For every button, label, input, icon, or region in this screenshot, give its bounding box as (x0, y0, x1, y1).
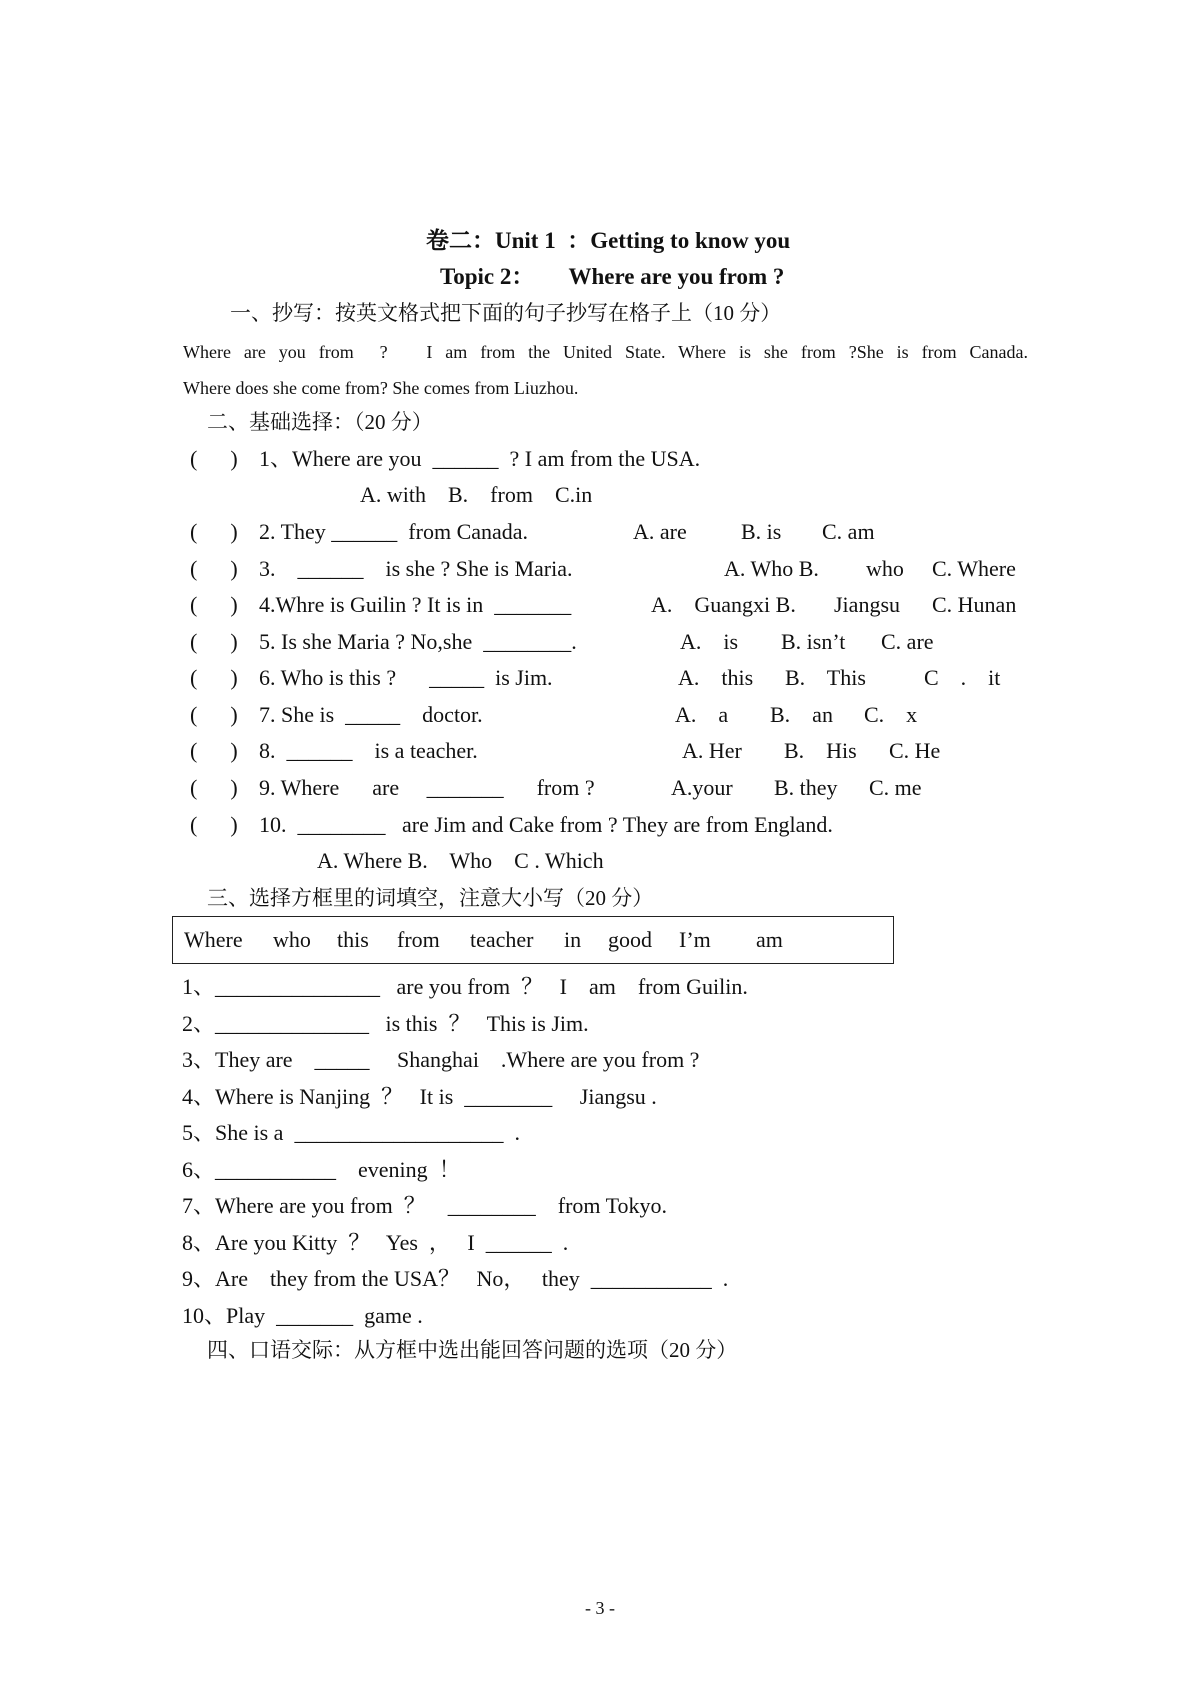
word-bank-word: in (564, 927, 582, 952)
word-bank-box (172, 916, 894, 964)
section1-heading: 一、抄写：按英文格式把下面的句子抄写在格子上（10 分） (230, 301, 782, 325)
fill-blank-item-7[interactable]: 7、Where are you from ？ ________ from Tokyo. (182, 1193, 668, 1218)
worksheet-title: 卷二：Unit 1 ：Getting to know you (426, 228, 791, 253)
option-a: A. Who B. (724, 556, 819, 581)
option-c: C. x (864, 702, 918, 727)
answer-paren[interactable]: ( ) (190, 629, 238, 654)
answer-paren[interactable]: ( ) (190, 812, 238, 837)
question-stem: 7. She is _____ doctor. (259, 702, 483, 727)
option-c: C. am (822, 519, 875, 544)
word-bank-word: good (608, 927, 652, 952)
section3-heading: 三、选择方框里的词填空，注意大小写（20 分） (207, 886, 654, 910)
option-a: A.your (671, 775, 733, 800)
word-bank-word: this (337, 927, 369, 952)
question-stem: 5. Is she Maria ? No,she ________. (259, 629, 577, 654)
option-c: C. me (869, 775, 922, 800)
question-stem: 1、Where are you ______ ? I am from the USA. (259, 446, 701, 471)
fill-blank-item-8[interactable]: 8、Are you Kitty ？ Yes ， I ______ . (182, 1230, 569, 1255)
answer-paren[interactable]: ( ) (190, 738, 238, 763)
option-b: B. isn’t (781, 629, 846, 654)
word-bank-word: Where (184, 927, 243, 952)
question-options: A. with B. from C.in (360, 482, 593, 507)
topic-title: Topic 2： Where are you from ? (440, 264, 785, 289)
question-options: A. Where B. Who C . Which (317, 848, 604, 873)
option-b: B. This (785, 665, 866, 690)
fill-blank-item-10[interactable]: 10、Play _______ game . (182, 1303, 423, 1328)
question-stem: 4.Whre is Guilin ? It is in _______ (259, 592, 572, 617)
fill-blank-item-4[interactable]: 4、Where is Nanjing ？ It is ________ Jiangsu . (182, 1084, 657, 1109)
question-stem: 10. ________ are Jim and Cake from ? They are from England. (259, 812, 833, 837)
option-a: A. Her (682, 738, 742, 763)
fill-blank-item-9[interactable]: 9、Are they from the USA？ No， they ___________ . (182, 1266, 729, 1291)
answer-paren[interactable]: ( ) (190, 446, 238, 471)
option-c: C. are (881, 629, 934, 654)
option-b: B. they (774, 775, 838, 800)
option-b: B. His (784, 738, 857, 763)
option-b: B. an (770, 702, 833, 727)
question-stem: 8. ______ is a teacher. (259, 738, 478, 763)
fill-blank-item-6[interactable]: 6、___________ evening ！ (182, 1157, 461, 1182)
page-number: - 3 - (585, 1598, 615, 1618)
option-a: A. is (680, 629, 739, 654)
fill-blank-item-1[interactable]: 1、_______________ are you from ？ I am from Guilin. (182, 974, 748, 999)
fill-blank-item-3[interactable]: 3、They are _____ Shanghai .Where are you from ? (182, 1047, 700, 1072)
section4-heading: 四、口语交际：从方框中选出能回答问题的选项（20 分） (207, 1338, 738, 1362)
word-bank-word: I’m (679, 927, 711, 952)
question-stem: 3. ______ is she ? She is Maria. (259, 556, 573, 581)
option-b: B. is (741, 519, 782, 544)
answer-paren[interactable]: ( ) (190, 556, 238, 581)
question-stem: 2. They ______ from Canada. (259, 519, 529, 544)
option-c: C. Where (932, 556, 1016, 581)
word-bank-word: who (273, 927, 311, 952)
option-c: C . it (924, 665, 1001, 690)
fill-blank-item-5[interactable]: 5、She is a ___________________ . (182, 1120, 520, 1145)
option-b: who (866, 556, 904, 581)
option-a: A. are (633, 519, 687, 544)
word-bank-word: from (397, 927, 440, 952)
answer-paren[interactable]: ( ) (190, 519, 238, 544)
section2-heading: 二、基础选择：（20 分） (207, 410, 433, 434)
word-bank-word: teacher (470, 927, 534, 952)
copy-sentence-line1: Where are you from ? I am from the United State. Where is she from ?She is from Canada. (183, 342, 1028, 362)
option-c: C. Hunan (932, 592, 1017, 617)
option-a: A. a (675, 702, 729, 727)
copy-sentence-line2: Where does she come from? She comes from Liuzhou. (183, 378, 579, 398)
answer-paren[interactable]: ( ) (190, 592, 238, 617)
answer-paren[interactable]: ( ) (190, 665, 238, 690)
question-stem: 6. Who is this ? _____ is Jim. (259, 665, 553, 690)
option-a: A. Guangxi B. (651, 592, 796, 617)
option-a: A. this (678, 665, 754, 690)
word-bank-word: am (756, 927, 783, 952)
option-b: Jiangsu (834, 592, 900, 617)
answer-paren[interactable]: ( ) (190, 775, 238, 800)
fill-blank-item-2[interactable]: 2、______________ is this ？ This is Jim. (182, 1011, 589, 1036)
answer-paren[interactable]: ( ) (190, 702, 238, 727)
question-stem: 9. Where are _______ from ? (259, 775, 595, 800)
option-c: C. He (889, 738, 941, 763)
